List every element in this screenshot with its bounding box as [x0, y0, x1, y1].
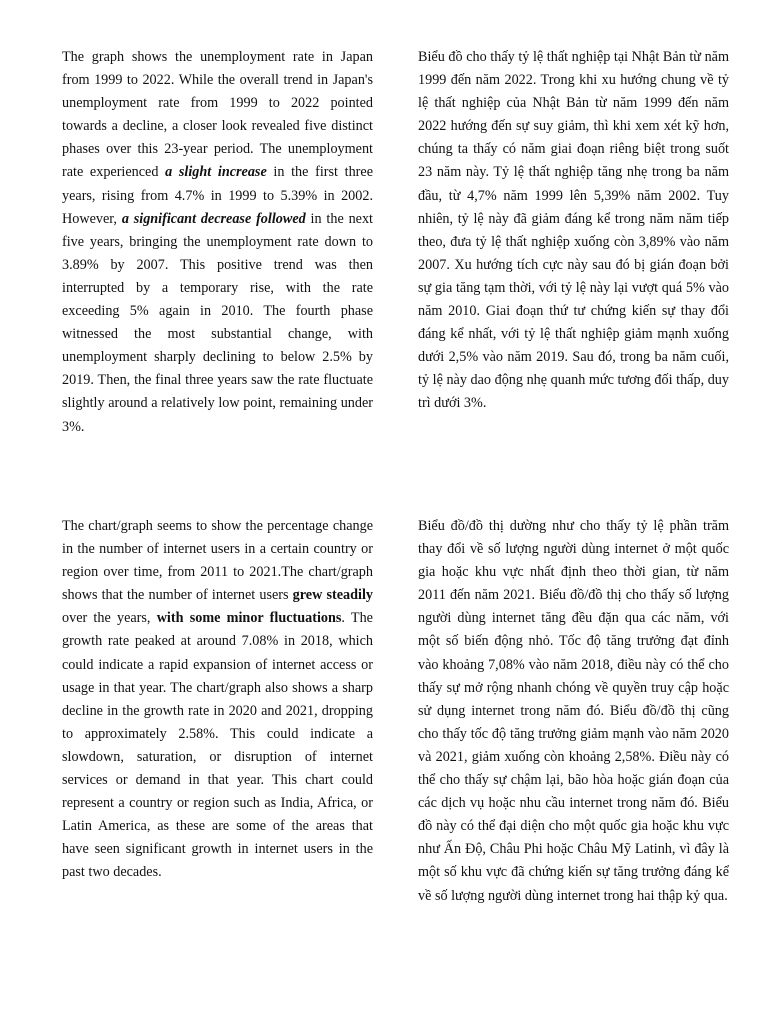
internet-users-paragraph-english: [62, 515, 373, 885]
text-run: . The growth rate peaked at around 7.08% in 2018, which could indicate a rapid expansion of internet access or usage in that year. The chart/graph also shows a sharp decline in the growth rate in 2020 and 2021, dropping to approximately 2.58%. This could indicate a slowdown, saturation, or disruption of internet services or demand in that year. This chart could represent a country or region such as India, Africa, or Latin America, as these are some of the areas that have seen significant growth in internet users in the past two decades.: [62, 610, 373, 881]
emphasis-slight-increase: a slight increase: [165, 164, 267, 181]
text-run: in the first three years, rising from 4.7% in 1999 to 5.39% in 2002. However,: [62, 164, 373, 227]
internet-users-paragraph-vietnamese: Biểu đồ/đồ thị dường như cho thấy tỷ lệ phần trăm thay đổi về số lượng người dùng internet ở một quốc gia hoặc khu vực nhất định theo thời gian, từ năm 2011 đến năm 2021. Biểu đồ/đồ thị cho thấy số lượng người dùng internet tăng đều đặn qua các năm, với một số biến động nhỏ. Tốc độ tăng trưởng đạt đỉnh vào khoảng 7,08% vào năm 2018, điều này có thể cho thấy sự mở rộng nhanh chóng về quyền truy cập hoặc sử dụng internet trong năm đó. Biểu đồ/đồ thị cũng cho thấy tốc độ tăng trưởng giảm mạnh vào năm 2020 và 2021, giảm xuống còn khoảng 2,58%. Điều này có thể cho thấy sự chậm lại, bão hòa hoặc gián đoạn của các dịch vụ hoặc nhu cầu internet trong năm đó. Biểu đồ này có thể đại diện cho một quốc gia hoặc khu vực như Ấn Độ, Châu Phi hoặc Châu Mỹ Latinh, vì đây là một số khu vực đã chứng kiến sự tăng trưởng đáng kể về số lượng người dùng internet trong hai thập kỷ qua.: [418, 518, 729, 904]
unemployment-paragraph-vietnamese: Biểu đồ cho thấy tỷ lệ thất nghiệp tại Nhật Bản từ năm 1999 đến năm 2022. Trong khi xu hướng chung về tỷ lệ thất nghiệp của Nhật Bản từ năm 1999 đến năm 2022 hướng đến sự suy giảm, thì khi xem xét kỹ hơn, chúng ta thấy có năm giai đoạn riêng biệt trong suốt 23 năm này. Tỷ lệ thất nghiệp tăng nhẹ trong ba năm đầu, từ 4,7% năm 1999 lên 5,39% năm 2002. Tuy nhiên, tỷ lệ này đã giảm đáng kể trong năm năm tiếp theo, đưa tỷ lệ thất nghiệp xuống còn 3,89% vào năm 2007. Xu hướng tích cực này sau đó bị gián đoạn bởi sự gia tăng tạm thời, với tỷ lệ này lại vượt quá 5% vào năm 2010. Giai đoạn thứ tư chứng kiến sự thay đổi đáng kể nhất, với tỷ lệ thất nghiệp giảm mạnh xuống dưới 2,5% vào năm 2019. Sau đó, trong ba năm cuối, tỷ lệ này dao động nhẹ quanh mức tương đối thấp, duy trì dưới 3%.: [418, 49, 729, 412]
unemployment-paragraph-english: [62, 46, 373, 439]
text-run: The chart/graph seems to show the percentage change in the number of internet users in a certain country or region over time, from 2011 to 2021.The chart/graph shows that the number of internet users: [62, 518, 373, 604]
text-run: The graph shows the unemployment rate in Japan from 1999 to 2022. While the overall trend in Japan's unemployment rate from 1999 to 2022 pointed towards a decline, a closer look revealed five distinct phases over this 23-year period. The unemployment rate experienced: [62, 49, 373, 181]
emphasis-significant-decrease: a significant decrease followed: [121, 210, 306, 227]
emphasis-minor-fluctuations: with some minor fluctuations: [156, 610, 342, 627]
text-run: in the next five years, bringing the unemployment rate down to 3.89% by 2007. This positive trend was then interrupted by a temporary rise, with the rate exceeding 5% again in 2010. The fourth phase witnessed the most substantial change, with unemployment sharply declining to below 2.5% by 2019. Then, the final three years saw the rate fluctuate slightly around a relatively low point, remaining under 3%.: [62, 210, 373, 435]
emphasis-grew-steadily: grew steadily: [292, 587, 373, 604]
text-run: over the years,: [62, 610, 157, 627]
